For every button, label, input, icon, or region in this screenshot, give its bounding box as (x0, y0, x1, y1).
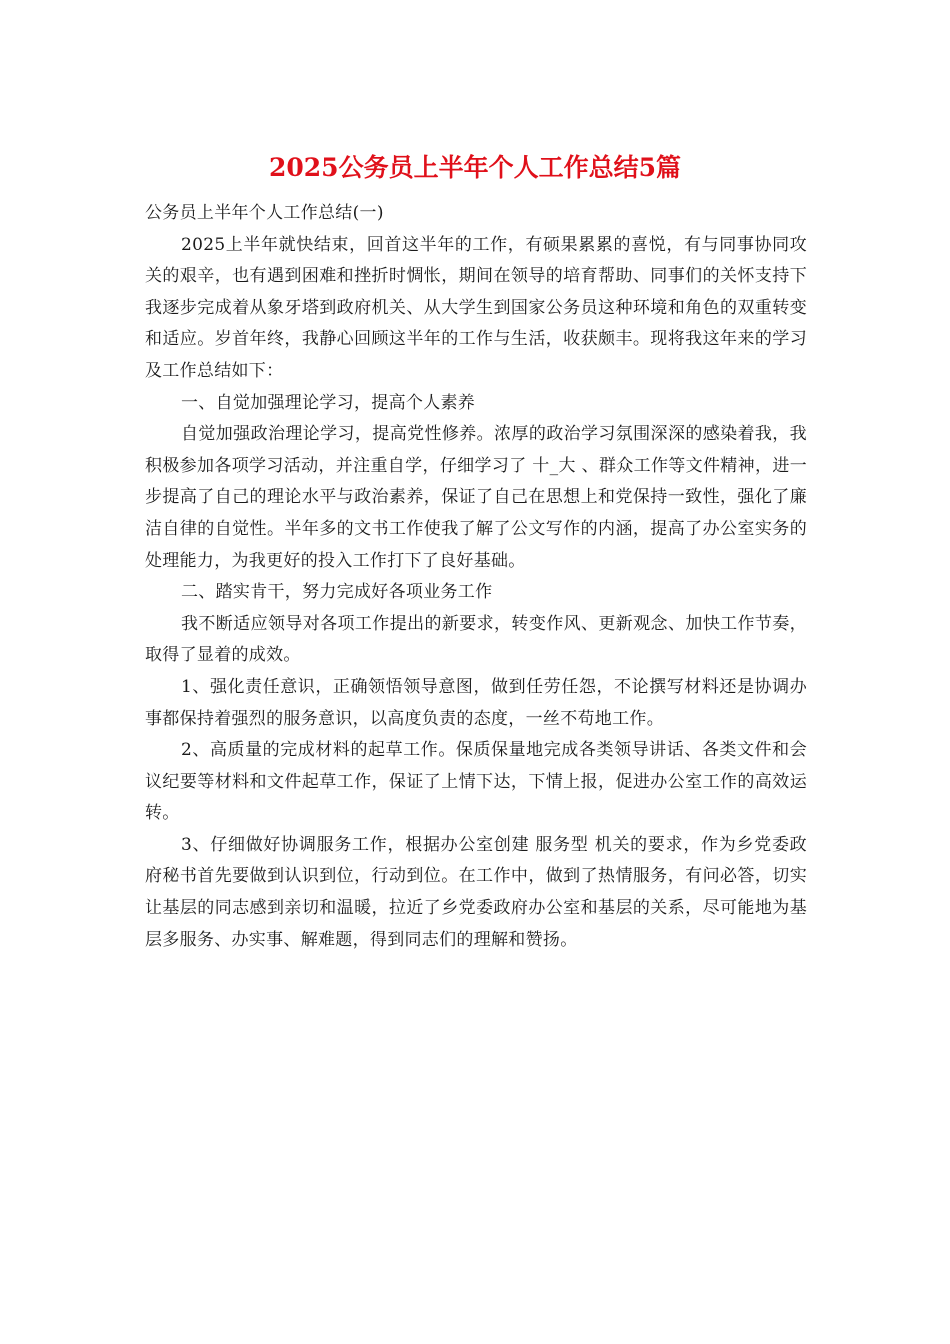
paragraph-intro: 2025上半年就快结束，回首这半年的工作，有硕果累累的喜悦，有与同事协同攻关的艰辛，也有遇到困难和挫折时惆怅，期间在领导的培育帮助、同事们的关怀支持下我逐步完成着从象牙塔到政府机关、从大学生到国家公务员这种环境和角色的双重转变和适应。岁首年终，我静心回顾这半年的工作与生活，收获颇丰。现将我这年来的学习及工作总结如下： (145, 234, 807, 381)
section-heading: 公务员上半年个人工作总结(一) (145, 203, 384, 223)
paragraph-item-2: 2、高质量的完成材料的起草工作。保质保量地完成各类领导讲话、各类文件和会议纪要等材料和文件起草工作，保证了上情下达，下情上报，促进办公室工作的高效运转。 (145, 740, 807, 824)
document-body (145, 198, 807, 956)
paragraph-item-3: 3、仔细做好协调服务工作，根据办公室创建 服务型 机关的要求，作为乡党委政府秘书首先要做到认识到位，行动到位。在工作中，做到了热情服务，有问必答，切实让基层的同志感到亲切和温暖，拉近了乡党委政府办公室和基层的关系，尽可能地为基层多服务、办实事、解难题，得到同志们的理解和赞扬。 (145, 834, 807, 950)
document-title: 2025公务员上半年个人工作总结5篇 (269, 153, 681, 182)
paragraph-work: 我不断适应领导对各项工作提出的新要求，转变作风、更新观念、加快工作节奏，取得了显着的成效。 (145, 613, 807, 666)
paragraph-item-1: 1、强化责任意识，正确领悟领导意图，做到任劳任怨，不论撰写材料还是协调办事都保持着强烈的服务意识，以高度负责的态度，一丝不苟地工作。 (145, 676, 807, 729)
heading-1: 一、自觉加强理论学习，提高个人素养 (181, 392, 476, 413)
heading-2: 二、踏实肯干，努力完成好各项业务工作 (181, 582, 493, 603)
paragraph-theory: 自觉加强政治理论学习，提高党性修养。浓厚的政治学习氛围深深的感染着我，我积极参加各项学习活动，并注重自学，仔细学习了 十_大 、群众工作等文件精神，进一步提高了自己的理论水平与政治素养，保证了自己在思想上和党保持一致性，强化了廉洁自律的自觉性。半年多的文书工作使我了解了公文写作的内涵，提高了办公室实务的处理能力，为我更好的投入工作打下了良好基础。 (145, 424, 807, 571)
